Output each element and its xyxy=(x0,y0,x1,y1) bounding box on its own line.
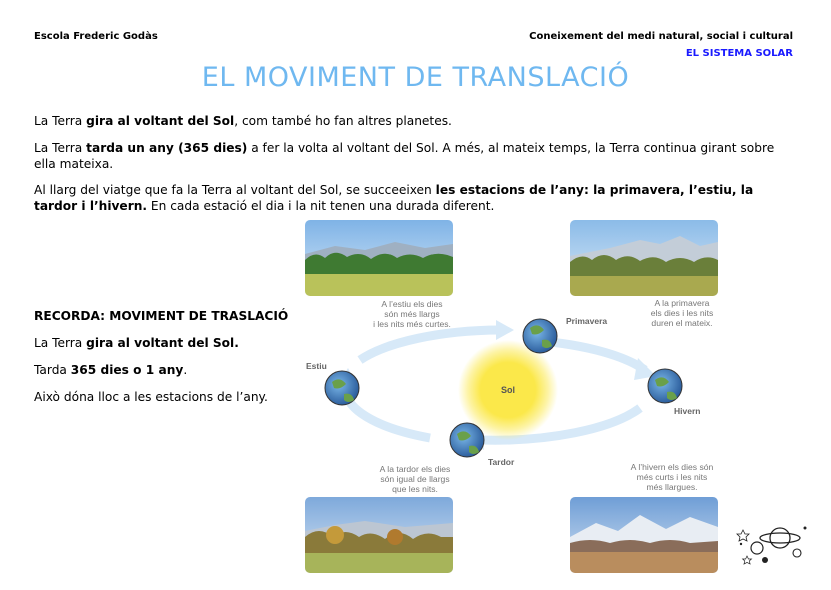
caption-winter-line: més llargues. xyxy=(646,482,698,492)
winter-landscape-photo xyxy=(570,497,718,573)
recorda-heading: RECORDA: MOVIMENT DE TRASLACIÓ xyxy=(34,309,289,323)
label-summer: Estiu xyxy=(306,361,327,371)
caption-spring xyxy=(632,298,732,328)
recorda-line-1 xyxy=(34,336,239,350)
spring-landscape-photo xyxy=(570,220,718,296)
autumn-landscape-photo xyxy=(305,497,453,573)
paragraph-2 xyxy=(34,140,794,172)
caption-autumn-line: són igual de llargs xyxy=(380,474,450,484)
p1-text: La Terra xyxy=(34,114,87,128)
p2-bold: tarda un any (365 dies) xyxy=(86,141,248,155)
caption-spring-line: els dies i les nits xyxy=(650,308,714,318)
p1-text-end: , com també ho fan altres planetes. xyxy=(234,114,452,128)
subject-name: Coneixement del medi natural, social i cultural xyxy=(529,31,793,42)
earth-summer-icon xyxy=(325,371,359,405)
recorda-l1-bold: gira al voltant del Sol. xyxy=(86,336,239,350)
school-name: Escola Frederic Godàs xyxy=(34,31,158,42)
caption-autumn xyxy=(355,464,475,494)
caption-winter-line: A l’hivern els dies són xyxy=(630,462,714,472)
label-autumn: Tardor xyxy=(488,457,515,467)
caption-summer xyxy=(352,299,472,329)
unit-name: EL SISTEMA SOLAR xyxy=(685,48,793,59)
p3-bold: les estacions de l’any: la primavera, l’estiu, la tardor i l’hivern. xyxy=(34,183,754,213)
caption-summer-line: A l’estiu els dies xyxy=(381,299,443,309)
p3-text-end: En cada estació el dia i la nit tenen una durada diferent. xyxy=(147,199,495,213)
label-spring: Primavera xyxy=(566,316,608,326)
planets-decoration-icon xyxy=(735,520,810,565)
recorda-l2-bold: 365 dies o 1 any xyxy=(70,363,184,377)
recorda-l1-text: La Terra xyxy=(34,336,87,350)
caption-spring-line: A la primavera xyxy=(654,298,710,308)
recorda-line-2 xyxy=(34,363,187,377)
caption-summer-line: són més llargs xyxy=(384,309,440,319)
earth-autumn-icon xyxy=(450,423,484,457)
recorda-line-3: Això dóna lloc a les estacions de l’any. xyxy=(34,390,268,404)
p2-text-end: a fer la volta al voltant del Sol. A més, al mateix temps, la Terra continua girant sobre ella mateixa. xyxy=(34,141,775,171)
caption-autumn-line: A la tardor els dies xyxy=(379,464,451,474)
earth-spring-icon xyxy=(523,319,557,353)
paragraph-3 xyxy=(34,182,794,214)
p2-text: La Terra xyxy=(34,141,87,155)
recorda-l2-text: Tarda xyxy=(34,363,71,377)
page-title: EL MOVIMENT DE TRANSLACIÓ xyxy=(201,62,630,93)
recorda-l2-end: . xyxy=(183,363,188,377)
label-winter: Hivern xyxy=(674,406,701,416)
caption-winter xyxy=(610,462,734,492)
p1-bold: gira al voltant del Sol xyxy=(86,114,235,128)
sun-label: Sol xyxy=(500,385,516,395)
caption-summer-line: i les nits més curtes. xyxy=(373,319,451,329)
caption-spring-line: duren el mateix. xyxy=(651,318,713,328)
caption-autumn-line: que les nits. xyxy=(392,484,438,494)
p3-text: Al llarg del viatge que fa la Terra al voltant del Sol, se succeeixen xyxy=(34,183,436,197)
earth-winter-icon xyxy=(648,369,682,403)
paragraph-1 xyxy=(34,113,794,129)
caption-winter-line: més curts i les nits xyxy=(636,472,708,482)
summer-landscape-photo xyxy=(305,220,453,296)
